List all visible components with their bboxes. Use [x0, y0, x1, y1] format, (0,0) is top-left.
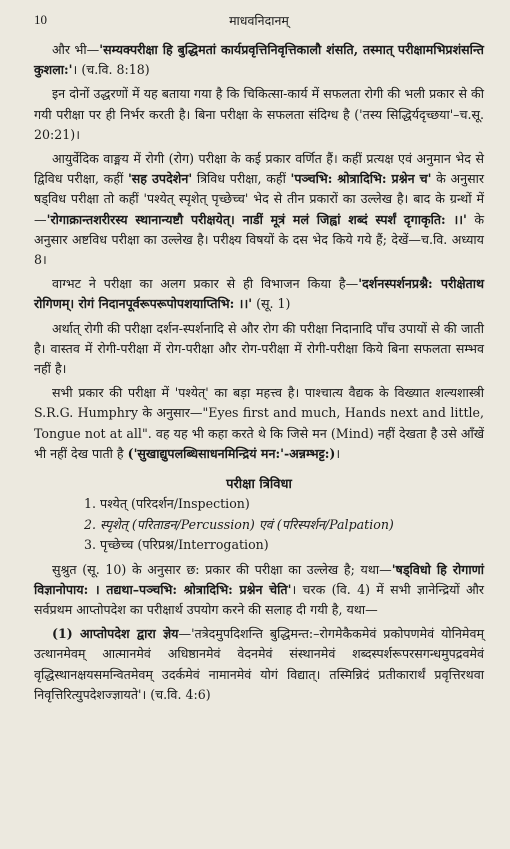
list-item-text: स्पृशेत् (परिताडन/Percussion) एवं (परिस्पर्शन/Palpation): [100, 516, 394, 532]
list-item-number: 2.: [84, 516, 97, 532]
text-run: सुश्रुत (सू. 10) के अनुसार छ: प्रकार की परीक्षा का उल्लेख है; यथा—: [52, 561, 392, 577]
quote-charak-aptopadesha: —'तत्रेदमुपदिशन्ति बुद्धिमन्त:–रोगमेकैकमेवं प्रकोपणमेवं योनिमेवम् उत्थानमेवम् आत्मानमेवं अधिष्ठानमेवं वेदनमेवं संस्थानमेवं शब्दस्पर्शरूपरसगन्धमुपद्रवमेवं वृद्धिस्थानक्षयसमन्वितमेवम् उदर्कमेवं नामानमेवं योगं विद्यात्। तस्मिन्निदं प्रतीकारार्थं प्रवृत्तिरथवा निवृत्तिरित्युपदेशज्ज्ञायते': [34, 626, 484, 702]
paragraph-1-lead: और भी—: [52, 42, 100, 57]
paragraph-3: [34, 149, 484, 270]
reference: । (च.वि. 8:18): [72, 62, 150, 78]
list-item-text: पश्येत् (परिदर्शन/Inspection): [100, 496, 250, 512]
paragraph-6: [34, 383, 484, 464]
examination-methods-list: [34, 494, 484, 556]
paragraph-8: [34, 624, 484, 705]
reference: (सू. 1): [252, 296, 291, 312]
list-item-text: पृच्छेच्च (परिप्रश्न/Interrogation): [100, 537, 269, 553]
text-run: सभी प्रकार की परीक्षा में 'पश्येत्' का बड़ा महत्त्व है। पाश्चात्य वैद्यक के विख्यात शल्यशास्त्री S.R.G. Humphry के अनुसार—"Eyes first and much, Hands next and little, Tongue not at all". वह यह भी कहा करते थे कि जिसे मन (Mind) नहीं देखता है उसे आँखें भी नहीं देख पाती है: [34, 385, 484, 461]
list-item: [84, 494, 484, 515]
text-run: के अनुसार षड्विध परीक्षा तो कहीं 'पश्येत् स्पृशेत् पृच्छेच्च' भेद से तीन प्रकारों का उल्लेख है। बाद के ग्रन्थों में—: [34, 171, 485, 227]
list-item: [84, 535, 484, 556]
text-run: के अनुसार अष्टविध परीक्षा का उल्लेख है। परीक्ष्य विषयों के दस भेद किये गये हैं; देखें—च.वि. अध्याय 8।: [34, 211, 484, 268]
quote-charak-vimana: 'सम्यक्परीक्षा हि बुद्धिमतां कार्यप्रवृत्तिनिवृत्तिकालौ शंसति, तस्मात् परीक्षामभिप्रशंसन्ति कुशला:': [34, 42, 484, 78]
list-item: [84, 515, 484, 536]
text-run: वाग्भट ने परीक्षा का अलग प्रकार से ही विभाजन किया है—: [52, 276, 359, 292]
text-run: ।: [335, 445, 341, 461]
quote-saha-upadeshena: 'सह उपदेशेन': [127, 171, 193, 187]
paragraph-2: इन दोनों उद्धरणों में यह बताया गया है कि चिकित्सा-कार्य में सफलता रोगी की भली प्रकार से की गयी परीक्षा पर ही निर्भर करती है। बिना परीक्षा के सफलता संदिग्ध है ('तस्य सिद्धिर्यदृच्छया'–च.सू. 20:21)।: [34, 86, 484, 142]
quote-sushruta: 'षड्विधो हि रोगाणां विज्ञानोपाय: । तद्यथा–पञ्चभि: श्रोत्रादिभि: प्रश्नेन चेति': [34, 561, 484, 597]
paragraph-4: [34, 274, 484, 314]
text-run: आयुर्वेदिक वाङ्मय में रोगी (रोग) परीक्षा के कई प्रकार वर्णित हैं। कहीं प्रत्यक्ष एवं अनुमान भेद से द्विविध परीक्षा, कहीं: [34, 151, 484, 187]
paragraph-1: [34, 40, 484, 80]
text-run: । चरक (वि. 4) में सभी ज्ञानेन्द्रियों और सर्वप्रथम आप्तोपदेश का परीक्षार्थ उपयोग करने की सलाह दी गयी है, यथा—: [34, 581, 484, 617]
list-item-number: 3.: [84, 537, 97, 553]
quote-panchabhi: 'पञ्चभि: श्रोत्रादिभि: प्रश्नेन च': [290, 171, 432, 187]
quote-annambhatta: ('सुखाद्युपलब्धिसाधनमिन्द्रियं मन:'-अन्नम्भट्ट:): [127, 445, 336, 461]
list-item-number: 1.: [84, 496, 97, 512]
quote-vagbhata: 'दर्शनस्पर्शनप्रश्नै: परीक्षेताथ रोगिणम्। रोगं निदानपूर्वरूपरूपोपशयाप्तिभि: ।।': [34, 276, 485, 312]
subheading-aptopadesha: (1) आप्तोपदेश द्वारा ज्ञेय: [52, 626, 179, 642]
reference: । (च.वि. 4:6): [141, 686, 211, 702]
running-head: [34, 10, 484, 30]
text-run: त्रिविध परीक्षा, कहीं: [192, 171, 291, 187]
section-heading: परीक्षा त्रिविधा: [226, 477, 292, 493]
paragraph-7: [34, 560, 484, 621]
book-title: माधवनिदानम्: [229, 13, 289, 28]
page-number: 10: [34, 12, 47, 27]
quote-ashtavidha: 'रोगाक्रान्तशरीरस्य स्थानान्यष्टौ परीक्षयेत्। नाडीं मूत्रं मलं जिह्वां शब्दं स्पर्शं दृगाकृति: ।।': [46, 211, 467, 227]
paragraph-5: अर्थात् रोगी की परीक्षा दर्शन-स्पर्शनादि से और रोग की परीक्षा निदानादि पाँच उपायों से की जाती है। वास्तव में रोगी-परीक्षा में रोग-परीक्षा और रोग-परीक्षा में रोगी-परीक्षा किये बिना सफलता सम्भव नहीं है।: [34, 320, 484, 377]
